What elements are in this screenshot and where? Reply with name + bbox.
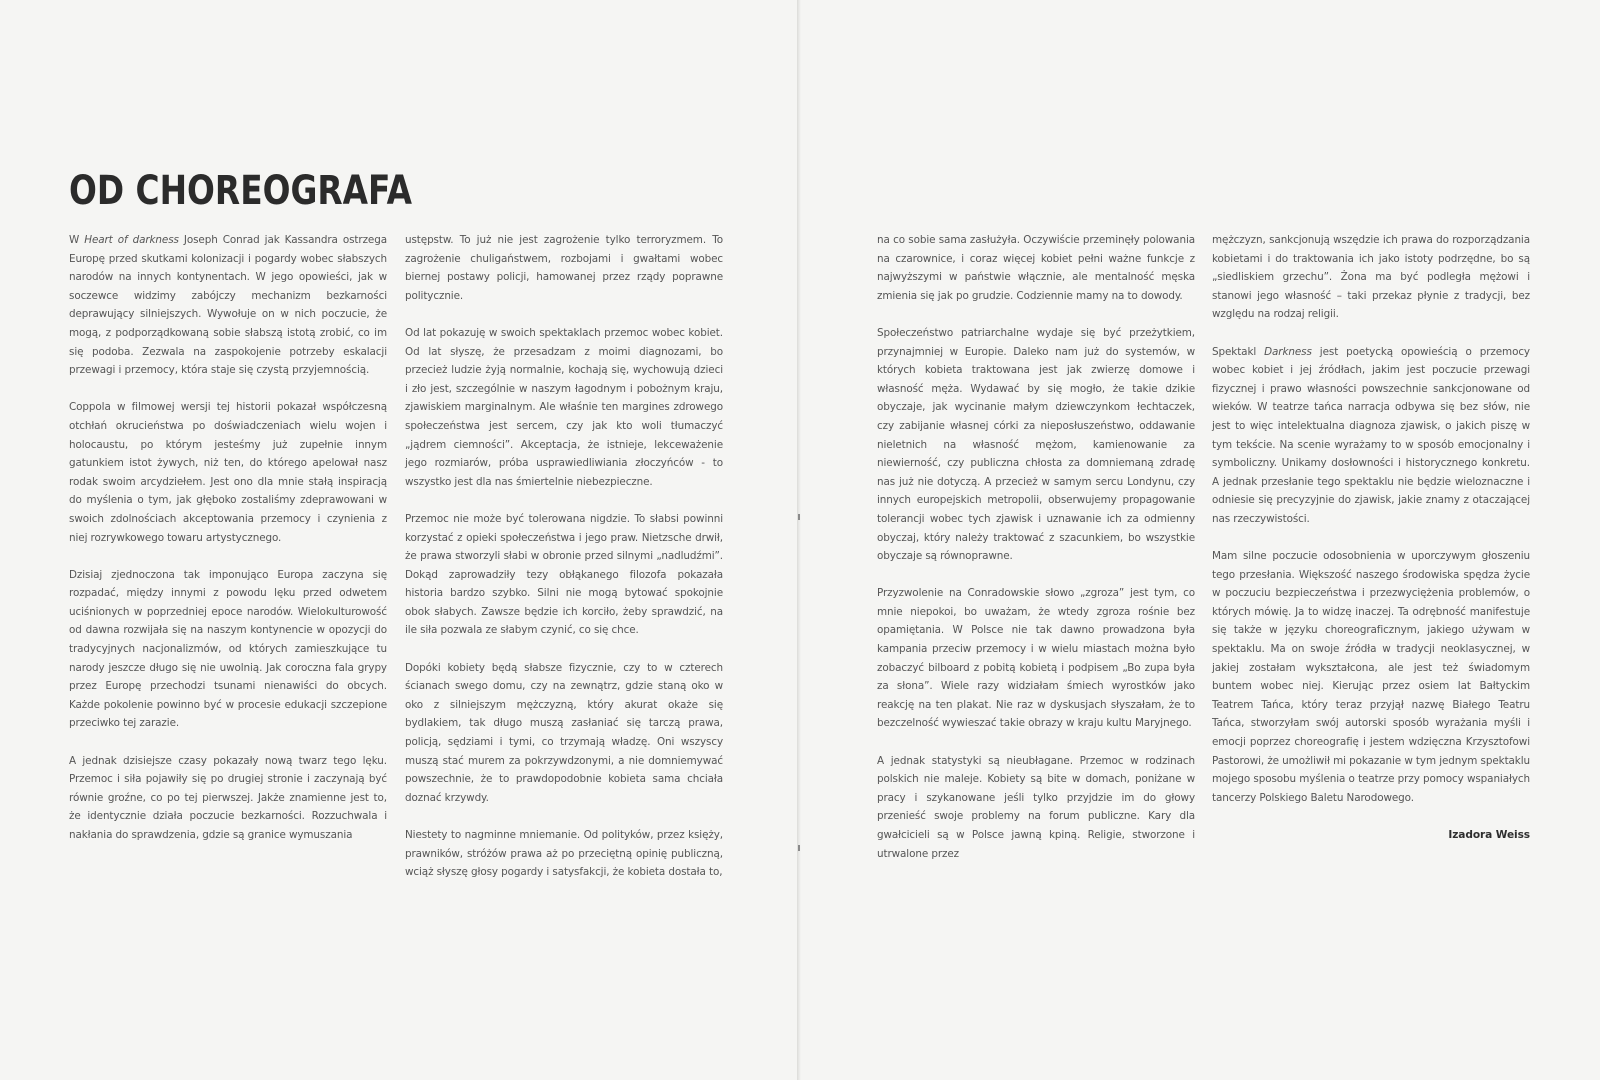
paragraph: mężczyzn, sankcjonują wszędzie ich prawa do rozporządzania kobietami i do traktowania ich jako istoty podrzędne, bo są „siedliskiem grzechu”. Żona ma być podległa mężowi i stanowi jego własność – taki przekaz płynie z tradycji, bez względu na rodzaj religii. xyxy=(1212,234,1530,321)
paragraph: A jednak dzisiejsze czasy pokazały nową twarz tego lęku. Przemoc i siła pojawiły się po drugiej stronie i zaczynają być równie groźne, co po tej pierwszej. Jakże znamienne jest to, że identycznie działa poczucie bezkarności. Rozzuchwala i nakłania do sprawdzenia, gdzie są granice wymuszania xyxy=(69,754,387,841)
paragraph: Dopóki kobiety będą słabsze fizycznie, czy to w czterech ścianach swego domu, czy na zewnątrz, gdzie staną oko w oko z silniejszym mężczyzną, który akurat okaże się bydlakiem, tak długo muszą zasłaniać się tarczą prawa, policją, sędziami i tymi, co trzymają władzę. Oni wszyscy muszą stać murem za pokrzywdzonymi, a nie domniemywać powszechnie, że to prawdopodobnie kobieta sama chciała doznać krzywdy. xyxy=(405,661,723,804)
paragraph: Przyzwolenie na Conradowskie słowo „zgroza” jest tym, co mnie niepokoi, bo uważam, że wtedy zgroza rośnie bez opamiętania. W Polsce nie tak dawno prowadzona była kampania przeciw przemocy i w wielu miastach można było zobaczyć bilboard z pobitą kobietą i podpisem „Bo zupa była za słona”. Wiele razy widziałam śmiech wyrostków jako reakcję na ten plakat. Nie raz w dyskusjach słyszałam, że to bezczelność wywieszać takie obrazy w kraju kultu Maryjnego. xyxy=(877,587,1195,730)
paragraph: W Heart of darkness Joseph Conrad jak Kassandra ostrzega Europę przed skutkami kolonizacji i pogardy wobec słabszych narodów na innych kontynentach. W jego opowieści, jak w soczewce widzimy zabójczy mechanizm bezkarności deprawujący silniejszych. Wywołuje on w nich poczucie, że mogą, z podporządkowaną sobie słabszą istotą zrobić, co im się podoba. Zezwala na zaspokojenie potrzeby eskalacji przewagi i przemocy, która staje się czystą przyjemnością. xyxy=(69,234,387,377)
book-title: Heart of darkness xyxy=(84,234,179,246)
paragraph: Spektakl Darkness jest poetycką opowieścią o przemocy wobec kobiet i jej źródłach, jakim jest poczucie przewagi fizycznej i prawo własności powszechnie sankcjonowane od wieków. W teatrze tańca narracja odbywa się bez słów, nie jest to więc intelektualna diagnoza zjawisk, o jakich piszę w tym tekście. Na scenie wyrażamy to w sposób emocjonalny i symboliczny. Unikamy dosłowności i historycznego konkretu. A jednak przesłanie tego spektaklu nie będzie wieloznaczne i odniesie się precyzyjnie do zjawisk, jakie znamy z otaczającej nas rzeczywistości. xyxy=(1212,345,1530,525)
page-title: OD CHOREOGRAFA xyxy=(69,168,413,214)
text-column-2 xyxy=(405,231,723,900)
binding-mark xyxy=(798,514,800,520)
paragraph: na co sobie sama zasłużyła. Oczywiście przeminęły polowania na czarownice, i coraz więcej kobiet pełni ważne funkcje z najwyższymi w państwie włącznie, ale mentalność męska zmienia się jak po grudzie. Codziennie mamy na to dowody. xyxy=(877,234,1195,302)
paragraph: Dzisiaj zjednoczona tak imponująco Europa zaczyna się rozpadać, między innymi z powodu lęku przed odwetem uciśnionych w poprzedniej epoce narodów. Wielokulturowość od dawna rozwijała się na naszym kontynencie w opozycji do tradycyjnych nacjonalizmów, od których zamieszkujące tu narody jeszcze długo się nie uwolnią. Jak coroczna fala grypy przez Europę przechodzi tsunami nienawiści do obcych. Każde pokolenie powinno być w procesie edukacji szczepione przeciwko tej zarazie. xyxy=(69,568,387,730)
paragraph: Przemoc nie może być tolerowana nigdzie. To słabsi powinni korzystać z opieki społeczeństwa i jego praw. Nietzsche drwił, że prawa stworzyli słabi w obronie przed silnymi „nadludźmi”. Dokąd zaprowadziły tezy obłąkanego filozofa pokazała historia bardzo szybko. Silni nie mogą bytować spokojnie obok słabych. Zawsze będzie ich korciło, żeby sprawdzić, na ile siła pozwala ze słabym czynić, co się chce. xyxy=(405,512,723,637)
text-column-3 xyxy=(877,231,1195,882)
text-column-1 xyxy=(69,231,387,863)
author-signature: Izadora Weiss xyxy=(1448,829,1530,841)
paragraph: Mam silne poczucie odosobnienia w uporczywym głoszeniu tego przesłania. Większość naszego środowiska spędza życie w poczuciu bezpieczeństwa i przezwyciężenia problemów, o których mówię. Ja to widzę inaczej. Ta odrębność manifestuje się także w języku choreograficznym, jakiego używam w spektaklu. Ma on swoje źródła w tradycji neoklasycznej, w jakiej zostałam wykształcona, ale jest też świadomym buntem wobec niej. Kierując przez osiem lat Bałtyckim Teatrem Tańca, który teraz przyjął nazwę Białego Teatru Tańca, stworzyłam swój autorski sposób wyrażania myśli i emocji poprzez choreografię i jestem wdzięczna Krzysztofowi Pastorowi, że umożliwił mi pokazanie w tym jednym spektaklu mojego sposobu myślenia o teatrze przy pomocy wspaniałych tancerzy Polskiego Baletu Narodowego. xyxy=(1212,550,1530,804)
paragraph: Coppola w filmowej wersji tej historii pokazał współczesną otchłań okrucieństwa po doświadczeniach wielu wojen i holocaustu, po którym jesteśmy już zupełnie innym gatunkiem istot żywych, niż ten, do którego apelował nasz rodak swoim arcydziełem. Jest ono dla mnie stałą inspiracją do myślenia o tym, jak głęboko zostaliśmy zdeprawowani w swoich zdolnościach akceptowania przemocy i czynienia z niej rozrywkowego towaru artystycznego. xyxy=(69,401,387,544)
binding-mark xyxy=(798,845,800,851)
paragraph: ustępstw. To już nie jest zagrożenie tylko terroryzmem. To zagrożenie chuligaństwem, rozbojami i gwałtami wobec biernej postawy policji, hamowanej przez rządy poprawne politycznie. xyxy=(405,234,723,302)
paragraph: A jednak statystyki są nieubłagane. Przemoc w rodzinach polskich nie maleje. Kobiety są bite w domach, poniżane w pracy i szykanowane jeśli tylko przyjdzie im do głowy przenieść swoje problemy na forum publiczne. Kary dla gwałcicieli są w Polsce jawną kpiną. Religie, stworzone i utrwalone przez xyxy=(877,754,1195,860)
paragraph: Niestety to nagminne mniemanie. Od polityków, przez księży, prawników, stróżów prawa aż po przeciętną opinię publiczną, wciąż słyszę głosy pogardy i satysfakcji, że kobieta dostała to, xyxy=(405,829,723,879)
paragraph: Od lat pokazuję w swoich spektaklach przemoc wobec kobiet. Od lat słyszę, że przesadzam z moimi diagnozami, bo przecież ludzie żyją normalnie, kochają się, wychowują dzieci i zło jest, szczególnie w naszym łagodnym i pobożnym kraju, zjawiskiem marginalnym. Ale właśnie ten margines zdrowego społeczeństwa jest sercem, czy jak kto woli tłumaczyć „jądrem ciemności”. Akceptacja, że istnieje, lekceważenie jego rozmiarów, próba usprawiedliwiania złoczyńców - to wszystko jest dla nas śmiertelnie niebezpieczne. xyxy=(405,326,723,488)
show-title: Darkness xyxy=(1264,345,1312,358)
paragraph: Społeczeństwo patriarchalne wydaje się być przeżytkiem, przynajmniej w Europie. Daleko nam już do systemów, w których kobieta traktowana jest jak zwierzę domowe i własność męża. Wydawać by się mogło, że takie dzikie obyczaje, jak wycinanie małym dziewczynkom łechtaczek, czy zabijanie własnej córki za nieposłuszeństwo, oddawanie nieletnich na własność mężom, kamienowanie za niewierność, czy publiczna chłosta za domniemaną zdradę nas już nie dotyczą. A przecież w samym sercu Londynu, czy innych europejskich metropolii, obserwujemy propagowanie tolerancji wobec tych zjawisk i uznawanie ich za odmienny obyczaj, który należy traktować z szacunkiem, bo wszystkie obyczaje są równoprawne. xyxy=(877,326,1195,563)
left-page xyxy=(0,0,797,1080)
text-column-4 xyxy=(1212,231,1530,863)
